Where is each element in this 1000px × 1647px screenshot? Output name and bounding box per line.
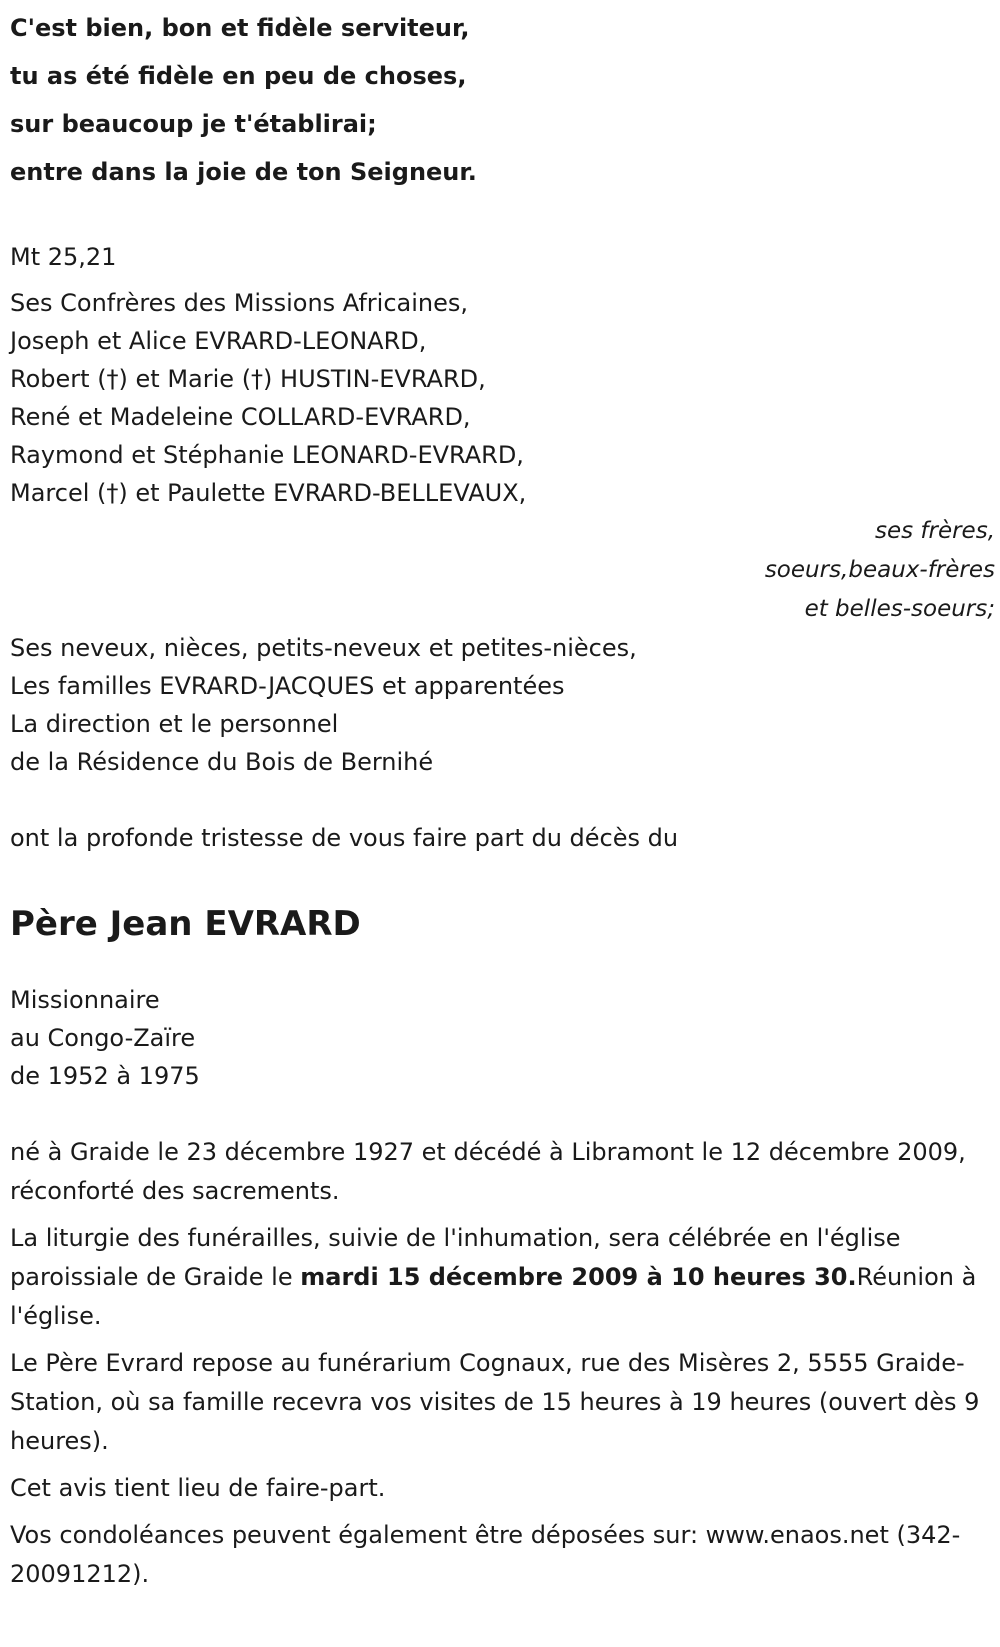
- verse-reference: Mt 25,21: [10, 243, 117, 271]
- verse-line: C'est bien, bon et fidèle serviteur,: [10, 14, 470, 42]
- relative-line: de la Résidence du Bois de Bernihé: [10, 748, 434, 776]
- family-list: [10, 284, 995, 512]
- deceased-role: [10, 981, 995, 1095]
- relation-line: soeurs,beaux-frères: [764, 557, 995, 583]
- funeral-date: mardi 15 décembre 2009 à 10 heures 30.: [300, 1263, 857, 1291]
- notice-paragraph: Cet avis tient lieu de faire-part.: [10, 1474, 386, 1502]
- verse-line: entre dans la joie de ton Seigneur.: [10, 158, 477, 186]
- relation-line: ses frères,: [874, 518, 995, 544]
- bible-verse: [10, 4, 995, 196]
- announcement-text: ont la profonde tristesse de vous faire part du décès du: [10, 824, 679, 852]
- funeral-paragraph: [10, 1219, 995, 1336]
- condolences-paragraph: Vos condoléances peuvent également être déposées sur: www.enaos.net (342-20091212).: [10, 1521, 961, 1588]
- visitation-paragraph: Le Père Evrard repose au funérarium Cognaux, rue des Misères 2, 5555 Graide-Station, où sa famille recevra vos visites de 15 heures à 19 heures (ouvert dès 9 heures).: [10, 1349, 980, 1455]
- funeral-text: La liturgie des funérailles, suivie de l'inhumation, sera célébrée en l'église paroissiale de Graide le: [10, 1224, 901, 1291]
- role-line: Missionnaire: [10, 986, 160, 1014]
- relative-line: Ses neveux, nièces, petits-neveux et petites-nièces,: [10, 634, 637, 662]
- relation-line: et belles-soeurs;: [804, 596, 995, 622]
- family-member: Marcel (†) et Paulette EVRARD-BELLEVAUX,: [10, 479, 527, 507]
- obituary-notice: [10, 0, 995, 1594]
- verse-line: tu as été fidèle en peu de choses,: [10, 62, 467, 90]
- family-member: Robert (†) et Marie (†) HUSTIN-EVRARD,: [10, 365, 486, 393]
- family-relation: [10, 512, 995, 629]
- family-member: Raymond et Stéphanie LEONARD-EVRARD,: [10, 441, 524, 469]
- funeral-meeting: Réunion à l'église.: [10, 1263, 977, 1330]
- relative-line: Les familles EVRARD-JACQUES et apparentées: [10, 672, 565, 700]
- deceased-name: Père Jean EVRARD: [10, 904, 361, 944]
- family-member: Joseph et Alice EVRARD-LEONARD,: [10, 327, 427, 355]
- verse-line: sur beaucoup je t'établirai;: [10, 110, 377, 138]
- family-member: Ses Confrères des Missions Africaines,: [10, 289, 469, 317]
- relative-line: La direction et le personnel: [10, 710, 339, 738]
- birth-death-paragraph: né à Graide le 23 décembre 1927 et décédé à Libramont le 12 décembre 2009, réconforté des sacrements.: [10, 1138, 966, 1205]
- family-member: René et Madeleine COLLARD-EVRARD,: [10, 403, 471, 431]
- role-line: de 1952 à 1975: [10, 1062, 200, 1090]
- role-line: au Congo-Zaïre: [10, 1024, 196, 1052]
- other-relatives: [10, 629, 995, 781]
